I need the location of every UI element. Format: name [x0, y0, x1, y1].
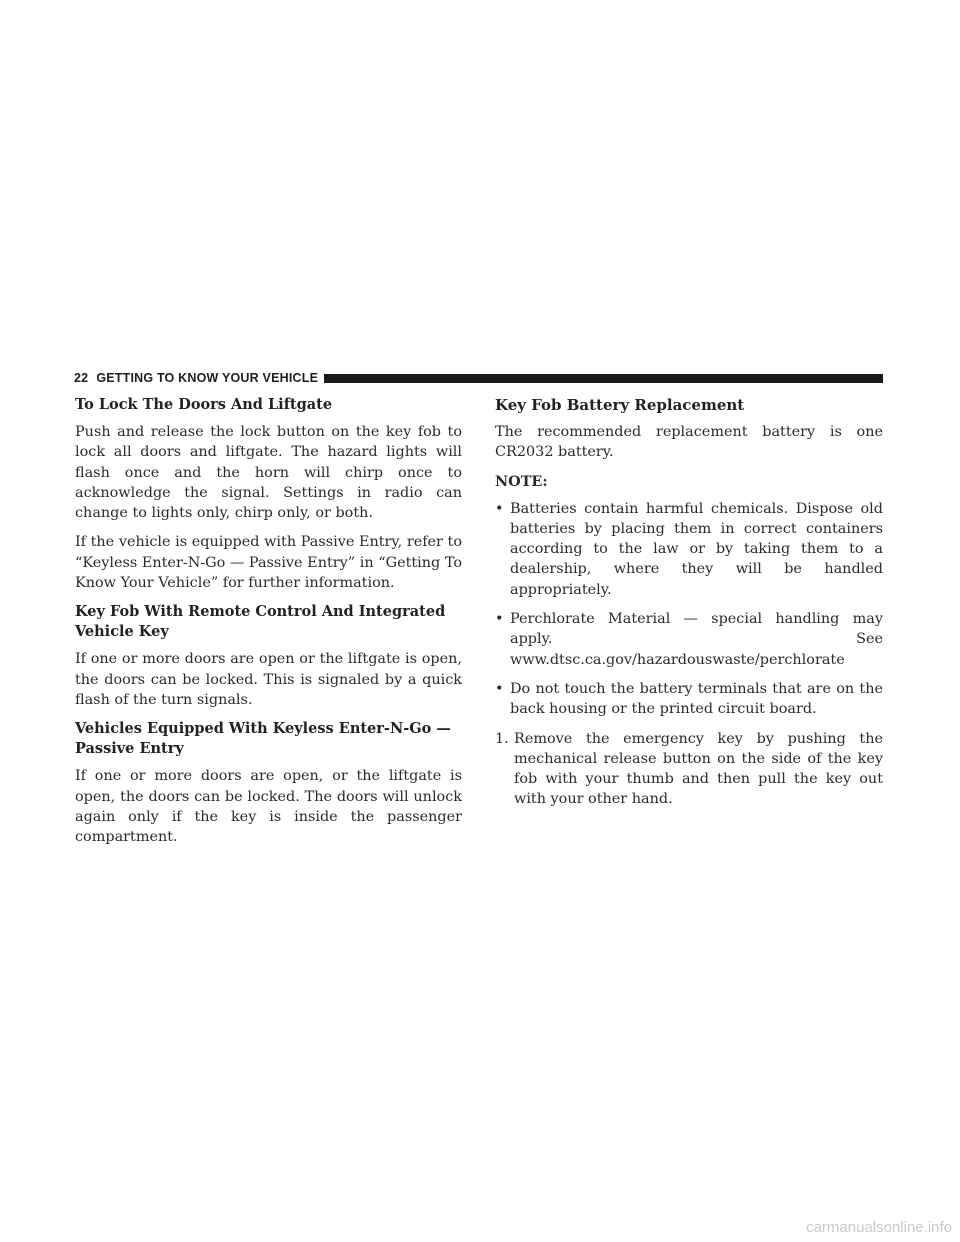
- section-heading: Key Fob With Remote Control And Integrated Vehicle Key: [75, 603, 446, 641]
- section-heading: Vehicles Equipped With Keyless Enter-N-Go — Passive Entry: [75, 720, 451, 758]
- list-item: [495, 679, 883, 720]
- paragraph: If one or more doors are open, or the liftgate is open, the doors can be locked. The doors will unlock again only if the key is inside the passenger compartment.: [75, 768, 462, 846]
- step-item: [495, 729, 883, 810]
- list-item-text: Do not touch the battery terminals that are on the back housing or the printed circuit board.: [510, 680, 883, 718]
- paragraph: Push and release the lock button on the key fob to lock all doors and liftgate. The hazard lights will flash once and the horn will chirp once to acknowledge the signal. Settings in radio can change to lights only, chirp only, or both.: [75, 424, 462, 522]
- right-column: [495, 395, 883, 819]
- bullet-icon: •: [495, 500, 504, 517]
- left-column: [75, 395, 462, 856]
- paragraph: If the vehicle is equipped with Passive Entry, refer to “Keyless Enter-N-Go — Passive Entry” in “Getting To Know Your Vehicle” for further information.: [75, 534, 462, 592]
- note-list: [495, 499, 883, 720]
- bullet-icon: •: [495, 680, 504, 697]
- section-title: GETTING TO KNOW YOUR VEHICLE: [96, 371, 319, 385]
- header-rule: [324, 374, 883, 383]
- keyless-entry-section: [75, 719, 462, 847]
- paragraph: If one or more doors are open or the liftgate is open, the doors can be locked. This is signaled by a quick flash of the turn signals.: [75, 651, 462, 708]
- list-item-text: Batteries contain harmful chemicals. Dispose old batteries by placing them in correct containers according to the law or by taking them to a dealership, where they will be handled appropriately.: [510, 500, 883, 598]
- lock-doors-section: [75, 395, 462, 593]
- bullet-icon: •: [495, 611, 504, 628]
- list-item: [495, 609, 883, 670]
- intro-paragraph: The recommended replacement battery is one CR2032 battery.: [495, 424, 883, 461]
- key-fob-remote-section: [75, 602, 462, 710]
- list-item-text: Perchlorate Material — special handling may apply. See www.dtsc.ca.gov/hazardouswaste/perchlorate: [510, 611, 883, 668]
- note-label: NOTE:: [495, 472, 548, 490]
- section-heading: To Lock The Doors And Liftgate: [75, 396, 333, 413]
- page-header: [74, 370, 883, 386]
- list-item: [495, 499, 883, 600]
- battery-replacement-heading: Key Fob Battery Replacement: [495, 396, 745, 414]
- step-text: Remove the emergency key by pushing the mechanical release button on the side of the key fob with your thumb and then pull the key out with your other hand.: [514, 730, 883, 808]
- page-number: 22: [74, 371, 89, 385]
- step-number: 1.: [495, 730, 509, 747]
- steps-list: [495, 729, 883, 810]
- watermark: carmanualsonline.info: [806, 1219, 952, 1236]
